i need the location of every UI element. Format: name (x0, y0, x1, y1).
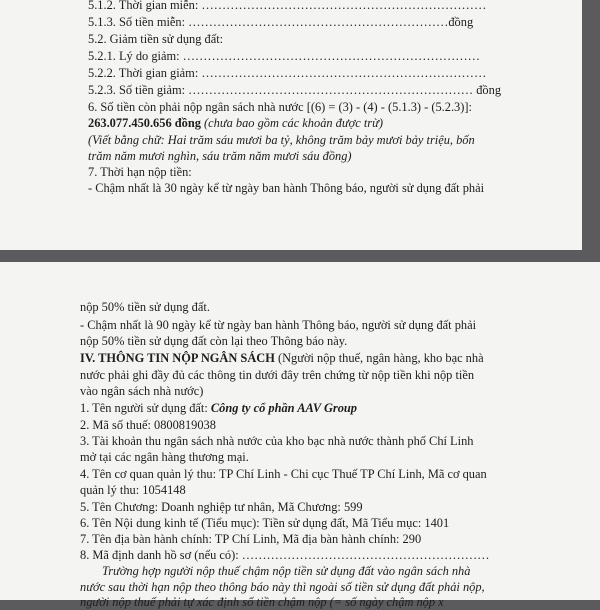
page-separator (0, 250, 600, 262)
land-user-value: Công ty cổ phần AAV Group (210, 401, 358, 415)
payment-deadline-90-days: - Chậm nhất là 90 ngày kể từ ngày ban hành Thông báo, người sử dụng đất phải (80, 318, 477, 332)
remaining-amount-value: 263.077.450.656 đồng (88, 116, 201, 130)
payment-deadline-30-days: - Chậm nhất là 30 ngày kể từ ngày ban hành Thông báo, người sử dụng đất phải (88, 181, 485, 195)
treasury-account-line: 3. Tài khoản thu ngân sách nhà nước của kho bạc nhà nước thành phố Chí Linh (80, 434, 474, 448)
land-user-label: 1. Tên người sử dụng đất: (80, 401, 211, 415)
remaining-amount-note: (chưa bao gồm các khoản được trừ) (200, 116, 383, 130)
reduction-reason-line: 5.2.1. Lý do giảm: ……………………………………………………………… (88, 49, 481, 63)
exemption-time-line: 5.1.2. Thời gian miễn: …………………………………………………………… (88, 0, 487, 12)
reduction-time-line: 5.2.2. Thời gian giảm: …………………………………………………………… (88, 66, 487, 80)
admin-area-line: 7. Tên địa bàn hành chính: TP Chí Linh, Mã địa bàn hành chính: 290 (80, 532, 422, 546)
budget-info-title: IV. THÔNG TIN NỘP NGÂN SÁCH (80, 351, 275, 365)
treasury-account-line-2: mở tại các ngân hàng thương mại. (80, 450, 249, 464)
late-payment-para-line-3: người nộp thuế phải tự xác định số tiền chậm nộp (= số ngày chậm nộp x (80, 595, 444, 609)
late-payment-para-line-2: nước sau thời hạn nộp theo thông báo này thì ngoài số tiền sử dụng đất phải nộp, (80, 580, 485, 594)
economic-content-line: 6. Tên Nội dung kinh tế (Tiểu mục): Tiền sử dụng đất, Mã Tiểu mục: 1401 (80, 516, 450, 530)
collecting-agency-line: 4. Tên cơ quan quản lý thu: TP Chí Linh - Chi cục Thuế TP Chí Linh, Mã cơ quan (80, 467, 487, 481)
collecting-agency-code-line: quản lý thu: 1054148 (80, 483, 186, 497)
amount-in-words-line-1: (Viết bằng chữ: Hai trăm sáu mươi ba tỷ, không trăm bảy mươi bảy triệu, bốn (88, 133, 475, 147)
budget-info-note: (Người nộp thuế, ngân hàng, kho bạc nhà (274, 351, 484, 365)
exemption-amount-line: 5.1.3. Số tiền miễn: ………………………………………………………đồng (88, 15, 474, 29)
land-user-name-line (80, 401, 357, 416)
late-payment-para-line-1: Trường hợp người nộp thuế chậm nộp tiền sử dụng đất vào ngân sách nhà (102, 564, 471, 578)
remaining-amount-line (88, 116, 383, 131)
document-page-bottom (0, 262, 600, 609)
budget-info-note-2: nước phải ghi đầy đủ các thông tin dưới đây trên chứng từ nộp tiền khi nộp tiền (80, 368, 475, 382)
remaining-payment-line: 6. Số tiền còn phải nộp ngân sách nhà nước [(6) = (3) - (4) - (5.1.3) - (5.2.3)]: (88, 100, 472, 114)
budget-info-note-3: vào ngân sách nhà nước) (80, 384, 204, 398)
chapter-line: 5. Tên Chương: Doanh nghiệp tư nhân, Mã Chương: 599 (80, 500, 363, 514)
amount-in-words-line-2: trăm năm mươi nghìn, sáu trăm năm mươi sáu đồng) (88, 149, 352, 163)
document-page-top (0, 0, 582, 250)
tax-code-line: 2. Mã số thuế: 0800819038 (80, 418, 216, 432)
reduction-heading: 5.2. Giảm tiền sử dụng đất: (88, 32, 224, 46)
payment-deadline-90-days-cont: nộp 50% tiền sử dụng đất còn lại theo Thông báo này. (80, 334, 348, 348)
deadline-continuation-line: nộp 50% tiền sử dụng đất. (80, 300, 210, 314)
budget-info-heading (80, 351, 484, 366)
dossier-id-line: 8. Mã định danh hồ sơ (nếu có): …………………………………………………… (80, 548, 490, 562)
reduction-amount-line: 5.2.3. Số tiền giảm: …………………………………………………………… đồng (88, 83, 502, 97)
payment-deadline-heading: 7. Thời hạn nộp tiền: (88, 165, 192, 179)
